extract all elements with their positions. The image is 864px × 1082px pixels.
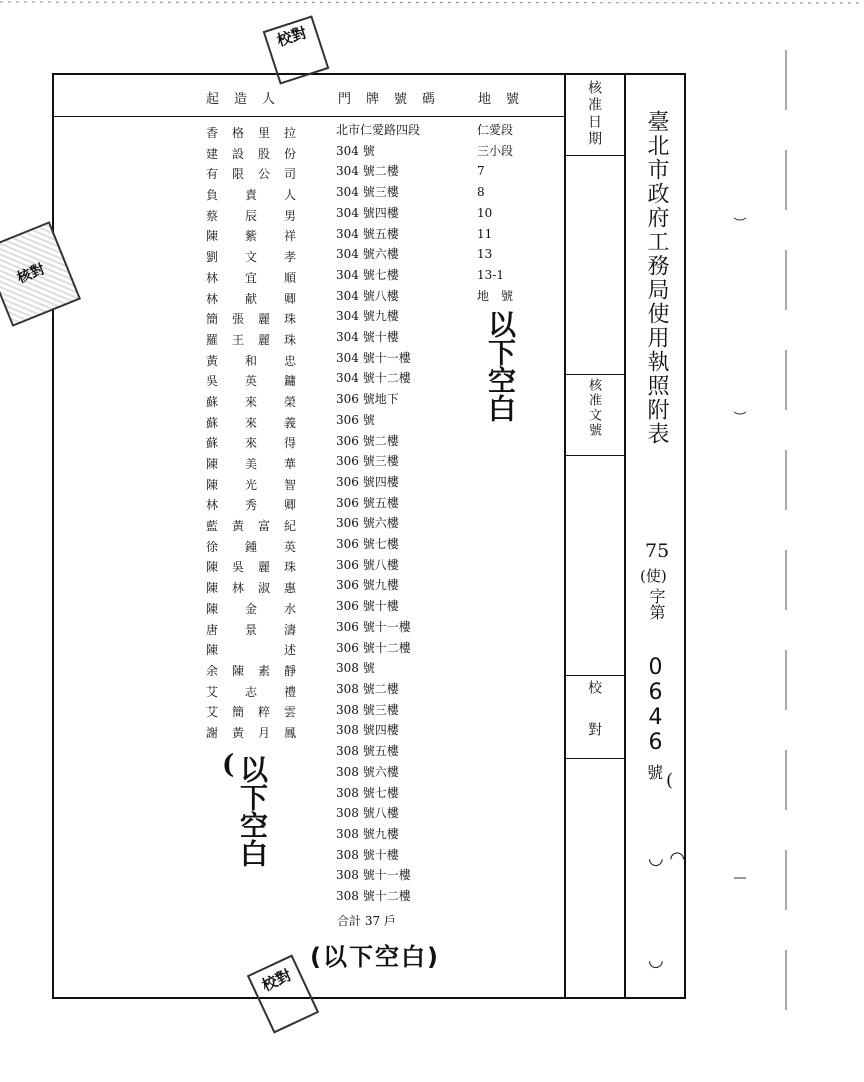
owner-name: 有限公司 <box>206 167 296 182</box>
owner-name: 謝黃月鳳 <box>206 725 296 740</box>
address-entry: 304 號七樓 <box>336 267 399 282</box>
owner-list <box>206 123 296 744</box>
owner-name: 簡張麗珠 <box>206 312 296 327</box>
owner-name: 劉文孝 <box>206 250 296 265</box>
scan-margin-marks <box>720 40 800 1040</box>
address-entry: 308 號十二樓 <box>336 889 411 904</box>
lot-entry: 三小段 <box>477 143 514 158</box>
owner-name: 香格里拉 <box>206 126 296 140</box>
permit-number: 0646 <box>643 655 668 755</box>
lot-entry: 地 號 <box>477 288 514 303</box>
paren-mark: ( <box>222 750 235 780</box>
lot-entry: 11 <box>477 226 493 241</box>
address-entry: 306 號十二樓 <box>336 640 411 655</box>
address-entry: 304 號十樓 <box>336 330 399 345</box>
address-entry: 304 號五樓 <box>336 226 399 241</box>
address-entry: 308 號十一樓 <box>336 868 411 883</box>
owner-name: 吳英鏞 <box>206 374 296 389</box>
proofread-label: 校對 <box>586 680 602 764</box>
address-entry: 308 號二樓 <box>336 681 399 696</box>
owner-name: 陳美華 <box>206 457 296 471</box>
address-entry: 304 號四樓 <box>336 205 399 220</box>
paren-mark: ◡ <box>648 950 664 971</box>
owner-name: 負責人 <box>206 188 296 203</box>
address-entry: 306 號四樓 <box>336 474 399 489</box>
owner-name: 徐鍾英 <box>206 539 296 554</box>
paren-mark: ◡ ◠ <box>648 848 686 869</box>
address-entry: 308 號四樓 <box>336 723 399 738</box>
owner-name: 余陳素靜 <box>206 663 296 678</box>
total-units: 合計 37 戶 <box>337 914 396 928</box>
lot-entry: 13 <box>477 247 493 262</box>
owner-name: 唐景濤 <box>206 622 296 637</box>
address-entry: 306 號二樓 <box>336 433 399 448</box>
address-entry: 306 號 <box>336 412 375 427</box>
permit-suffix: 號 <box>647 763 664 782</box>
address-entry: 306 號十一樓 <box>336 619 411 634</box>
lot-entry: 10 <box>477 205 493 220</box>
lot-entry: 7 <box>477 164 485 179</box>
paren-mark: ( <box>666 770 674 791</box>
address-header: 門 牌 號 碼 <box>338 92 437 107</box>
address-entry: 304 號三樓 <box>336 185 399 200</box>
owner-name: 陳紫祥 <box>206 229 296 244</box>
owner-name: 陳金水 <box>206 601 296 616</box>
owner-name: 陳 述 <box>206 643 296 658</box>
address-entry: 304 號二樓 <box>336 164 399 179</box>
address-entry: 306 號三樓 <box>336 454 399 469</box>
owner-name: 羅王麗珠 <box>206 332 296 347</box>
address-entry: 308 號三樓 <box>336 702 399 717</box>
address-entry: 304 號十二樓 <box>336 371 411 386</box>
address-entry: 308 號 <box>336 661 375 676</box>
lot-entry: 仁愛段 <box>477 123 514 137</box>
address-entry: 308 號八樓 <box>336 806 399 821</box>
address-entry: 北市仁愛路四段 <box>336 123 421 137</box>
owner-name: 林宜順 <box>206 270 296 285</box>
address-entry: 306 號地下 <box>336 392 399 407</box>
owner-name: 蔡辰男 <box>206 208 296 223</box>
owner-name: 陳林淑惠 <box>206 581 296 596</box>
owner-name: 陳吳麗珠 <box>206 560 296 575</box>
address-entry: 304 號九樓 <box>336 309 399 324</box>
address-list <box>336 120 420 907</box>
proofread-stamp-top: 校對 <box>263 15 330 84</box>
approval-doc-label: 核准文號 <box>586 378 601 438</box>
blank-note-owner: 以下空白 <box>236 755 269 867</box>
address-entry: 306 號七樓 <box>336 537 399 552</box>
owner-name: 艾簡粹雲 <box>206 705 296 720</box>
owner-name: 陳光智 <box>206 477 296 492</box>
address-entry: 308 號七樓 <box>336 785 399 800</box>
lot-entry: 13-1 <box>477 267 504 282</box>
owner-name: 蘇來得 <box>206 436 296 451</box>
lot-header: 地 號 <box>478 92 521 107</box>
owner-name: 蘇來義 <box>206 415 296 430</box>
blank-note-lot: 以下空白 <box>484 310 517 422</box>
address-entry: 308 號十樓 <box>336 847 399 862</box>
blank-note-bottom: (以下空白) <box>310 943 440 971</box>
owner-name: 藍黃富紀 <box>206 519 296 534</box>
lot-list <box>477 120 513 306</box>
address-entry: 308 號六樓 <box>336 764 399 779</box>
owner-header: 起 造 人 <box>206 92 277 107</box>
owner-name: 建設股份 <box>206 146 296 161</box>
owner-name: 蘇來榮 <box>206 394 296 409</box>
approval-date-label: 核准日期 <box>586 80 602 148</box>
address-entry: 308 號九樓 <box>336 826 399 841</box>
address-entry: 306 號五樓 <box>336 495 399 510</box>
owner-name: 林秀卿 <box>206 498 296 513</box>
address-entry: 304 號十一樓 <box>336 350 411 365</box>
permit-type: (使) <box>640 567 667 585</box>
address-entry: 306 號八樓 <box>336 557 399 572</box>
address-entry: 306 號九樓 <box>336 578 399 593</box>
proofread-stamp-bottom: 校對 <box>247 954 319 1033</box>
permit-char: 字第 <box>647 588 666 620</box>
permit-year: 75 <box>645 540 670 562</box>
owner-name: 黃和忠 <box>206 353 296 368</box>
check-stamp-left: 核對 <box>0 221 81 327</box>
address-entry: 304 號八樓 <box>336 288 399 303</box>
document-title: 臺北市政府工務局使用執照附表 <box>644 110 669 446</box>
owner-name: 艾志禮 <box>206 684 296 699</box>
scan-edge-noise <box>0 0 864 6</box>
address-entry: 304 號 <box>336 143 375 158</box>
address-entry: 306 號十樓 <box>336 599 399 614</box>
lot-entry: 8 <box>477 185 485 200</box>
owner-name: 林献卿 <box>206 291 296 306</box>
address-entry: 308 號五樓 <box>336 744 399 759</box>
address-entry: 306 號六樓 <box>336 516 399 531</box>
address-entry: 304 號六樓 <box>336 247 399 262</box>
